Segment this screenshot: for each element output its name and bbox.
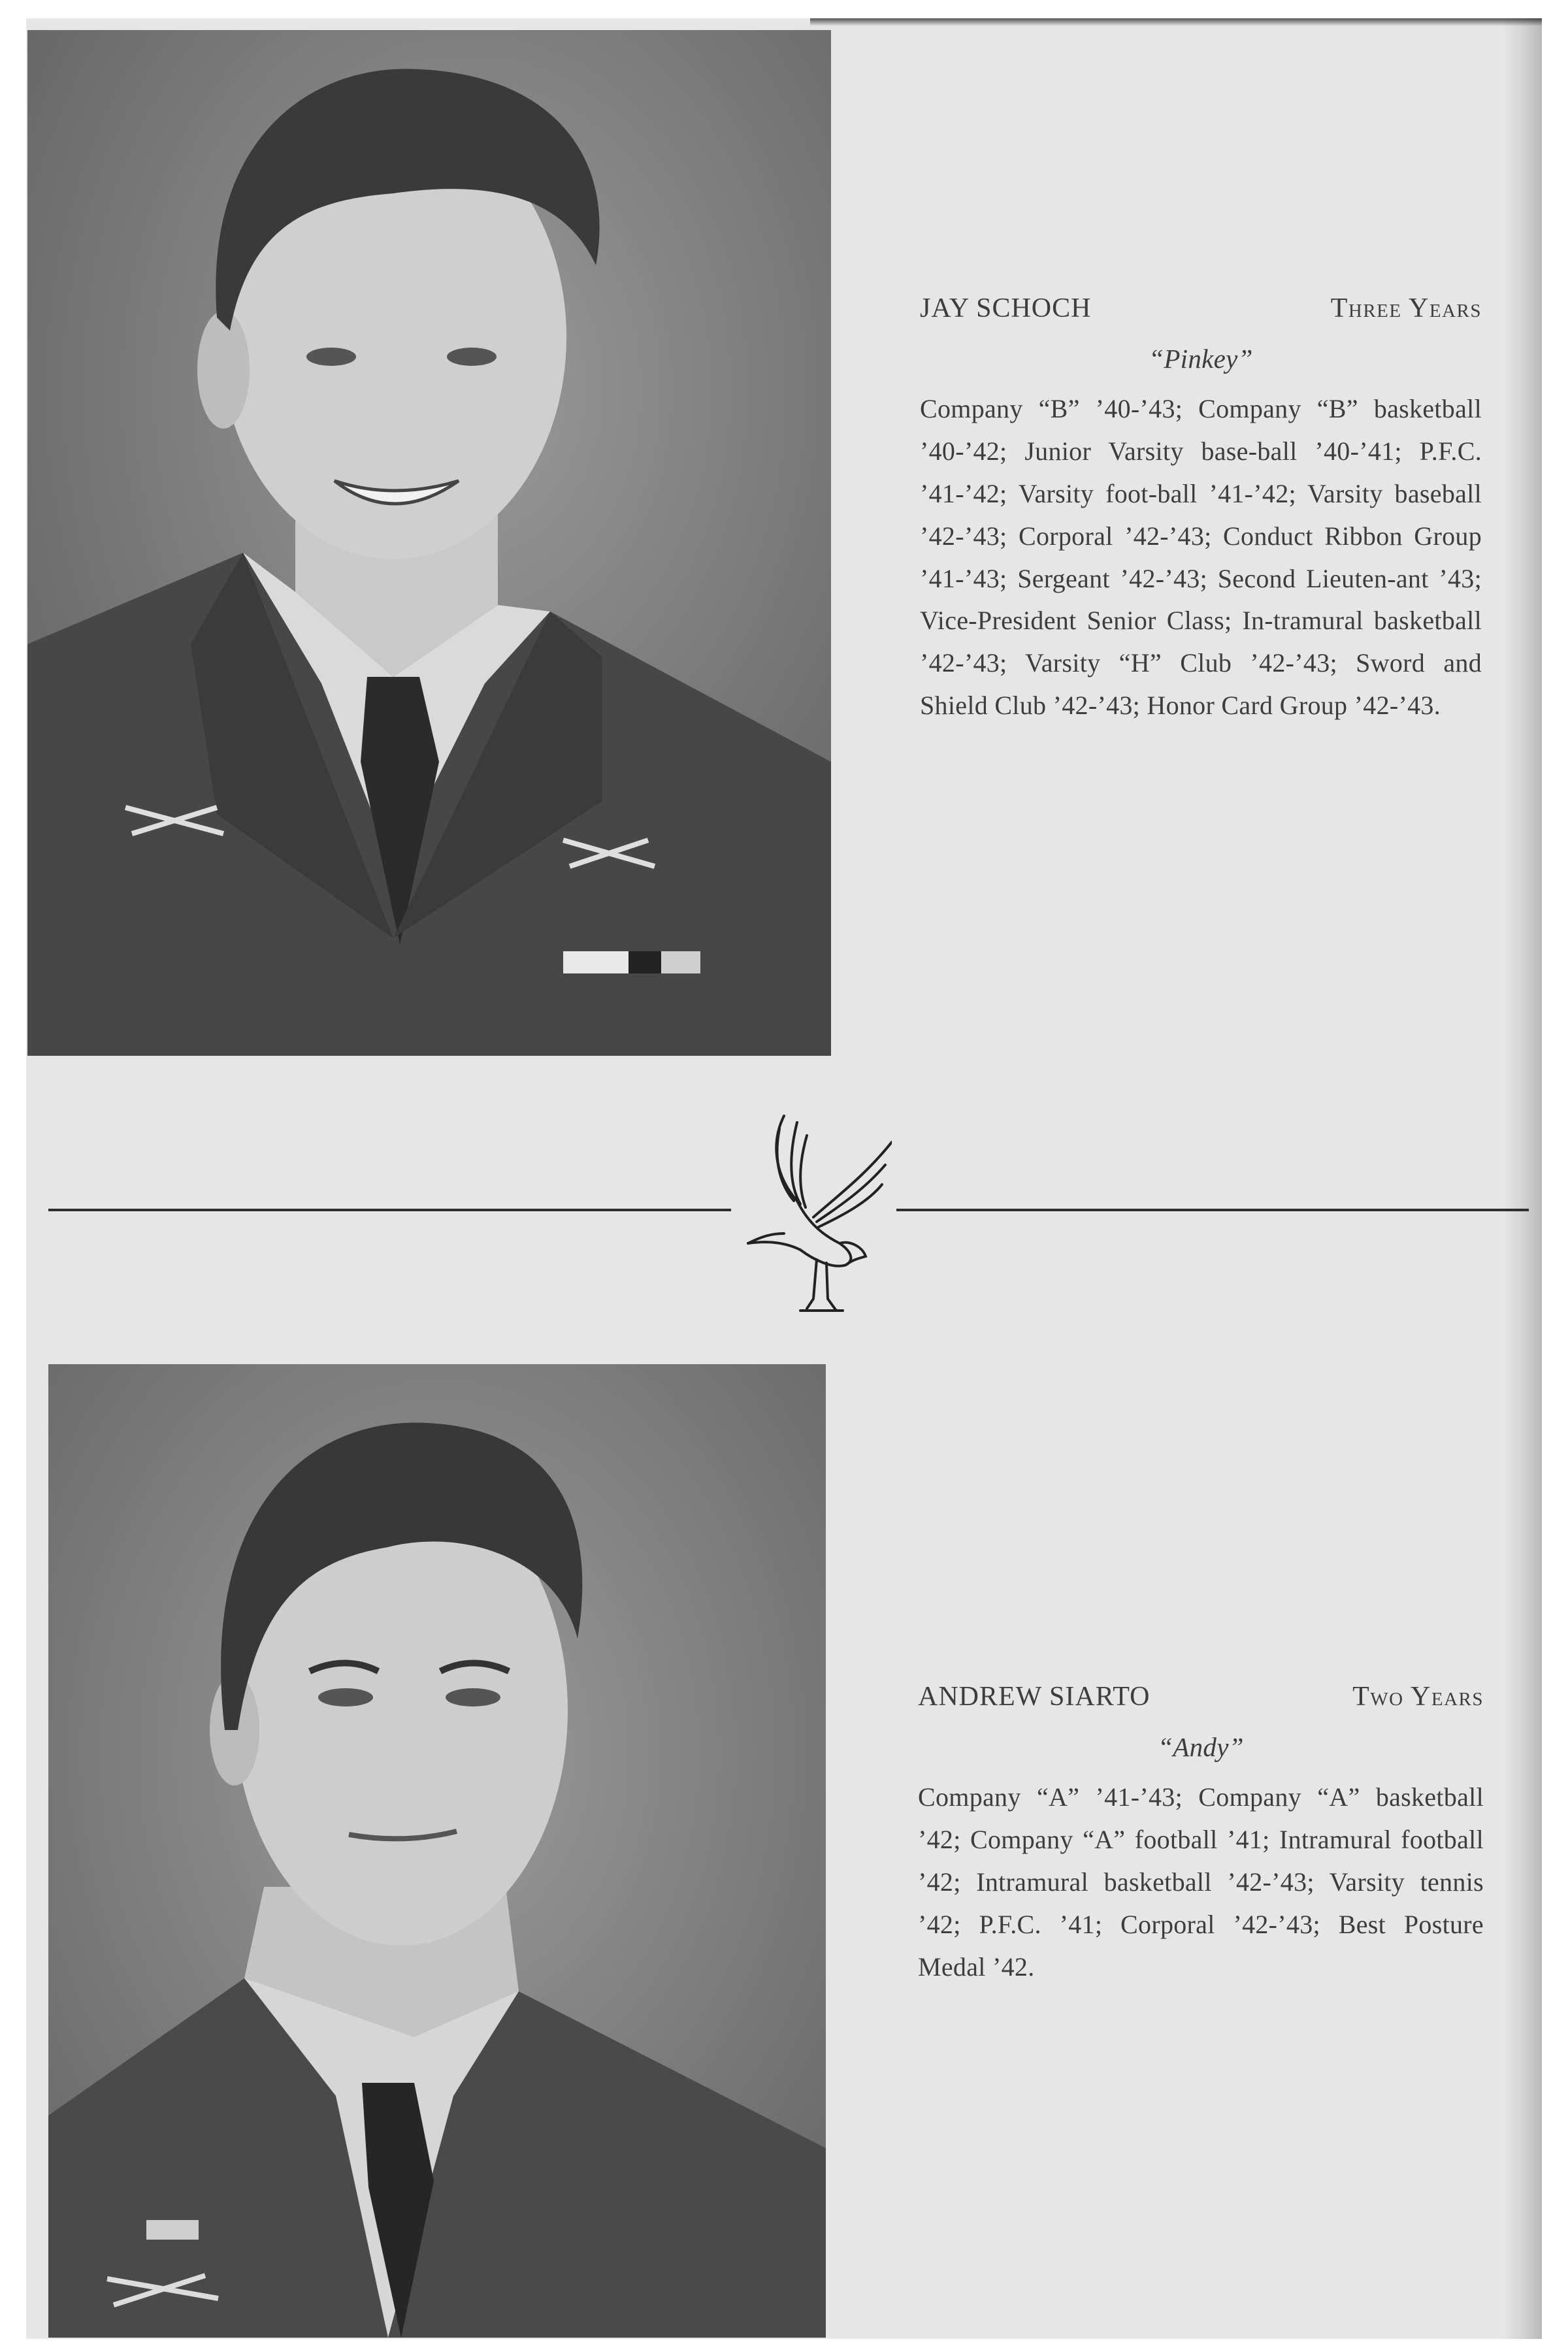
page-edge-shadow xyxy=(810,18,1542,26)
nickname: “Andy” xyxy=(1158,1732,1244,1763)
portrait-photo-andrew-siarto xyxy=(48,1364,826,2338)
yearbook-page xyxy=(26,18,1542,2339)
bio-entry-jay-schoch xyxy=(920,286,1482,727)
eagle-icon xyxy=(735,1103,892,1325)
student-name: JAY SCHOCH xyxy=(920,293,1092,323)
nickname: “Pinkey” xyxy=(1149,344,1253,374)
student-name: ANDREW SIARTO xyxy=(918,1682,1151,1712)
divider-rule-right xyxy=(896,1209,1529,1211)
divider-rule-left xyxy=(48,1209,731,1211)
page-gutter-shadow xyxy=(1503,18,1542,2339)
bio-entry-andrew-siarto xyxy=(918,1674,1484,1988)
portrait-photo-jay-schoch xyxy=(27,30,831,1056)
activities-text: Company “B” ’40-’43; Company “B” basketball ’40-’42; Junior Varsity base-ball ’40-’41; P.F.C. ’41-’42; Varsity foot-ball ’41-’42; Varsity baseball ’42-’43; Corporal ’42-’43; Conduct Ribbon Group ’41-’43; Sergeant ’42-’43; Second Lieuten-ant ’43; Vice-President Senior Class; In-tramural basketball ’42-’43; Varsity “H” Club ’42-’43; Sword and Shield Club ’42-’43; Honor Card Group ’42-’43. xyxy=(920,394,1482,721)
years-attended: Three Years xyxy=(1330,293,1482,323)
entry-header xyxy=(918,1674,1484,1719)
activities-text: Company “A” ’41-’43; Company “A” basketball ’42; Company “A” football ’41; Intramural football ’42; Intramural basketball ’42-’43; Varsity tennis ’42; P.F.C. ’41; Corporal ’42-’43; Best Posture Medal ’42. xyxy=(918,1782,1484,1982)
years-attended: Two Years xyxy=(1352,1682,1484,1712)
entry-header xyxy=(920,286,1482,331)
